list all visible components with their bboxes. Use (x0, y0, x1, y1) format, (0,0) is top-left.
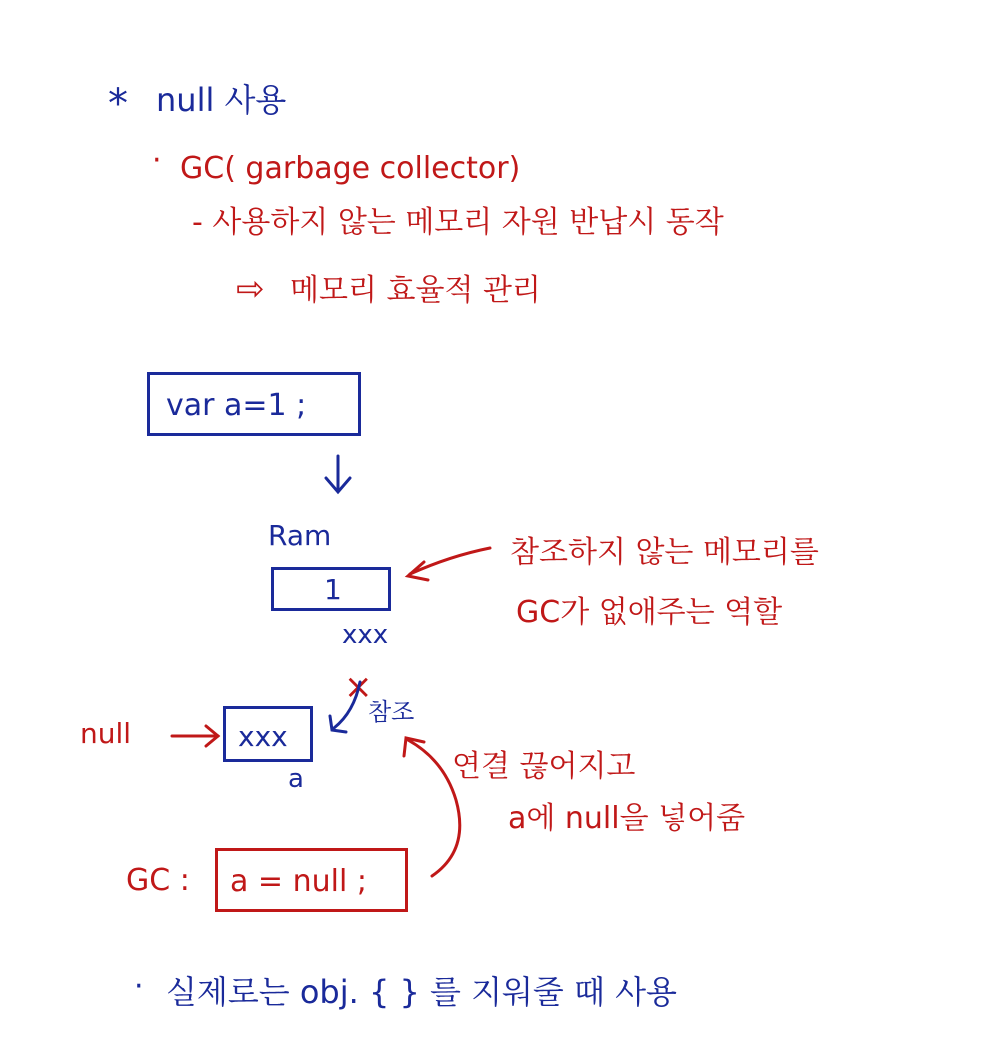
ram-note-line1: 참조하지 않는 메모리를 (510, 535, 819, 570)
reference-arrow-icon (330, 682, 360, 732)
down-arrow-icon (326, 456, 350, 492)
gc-heading: GC( garbage collector) (180, 151, 521, 186)
ram-address: xxx (342, 620, 389, 650)
page-title: null 사용 (156, 81, 287, 119)
footer-text: 실제로는 obj. { } 를 지워줄 때 사용 (166, 973, 677, 1011)
null-arrow-icon (172, 726, 218, 746)
code-box-text: var a=1 ; (166, 388, 307, 423)
ram-note-line2: GC가 없애주는 역할 (516, 595, 783, 630)
footer-dot: · (134, 969, 144, 1004)
ram-note-arrow-icon (408, 548, 490, 580)
gc-result: 메모리 효율적 관리 (290, 273, 541, 308)
ram-label: Ram (268, 519, 332, 552)
result-arrow-icon: ⇨ (236, 269, 265, 309)
title-bullet: * (108, 81, 128, 127)
variable-name: a (288, 764, 304, 794)
gc-bullet-dot: · (152, 143, 162, 178)
null-label: null (80, 717, 132, 750)
reference-cut-mark: × (344, 667, 373, 707)
link-note-line2: a에 null을 넣어줌 (508, 801, 746, 836)
reference-label: 참조 (368, 698, 415, 726)
variable-box-value: xxx (238, 720, 288, 753)
gc-code-label: GC : (126, 863, 190, 898)
ram-cell-value: 1 (324, 573, 342, 606)
gc-description: - 사용하지 않는 메모리 자원 반납시 동작 (192, 205, 724, 240)
gc-link-arrow-icon (404, 738, 460, 876)
link-note-line1: 연결 끊어지고 (452, 749, 636, 784)
gc-code-text: a = null ; (230, 864, 367, 899)
